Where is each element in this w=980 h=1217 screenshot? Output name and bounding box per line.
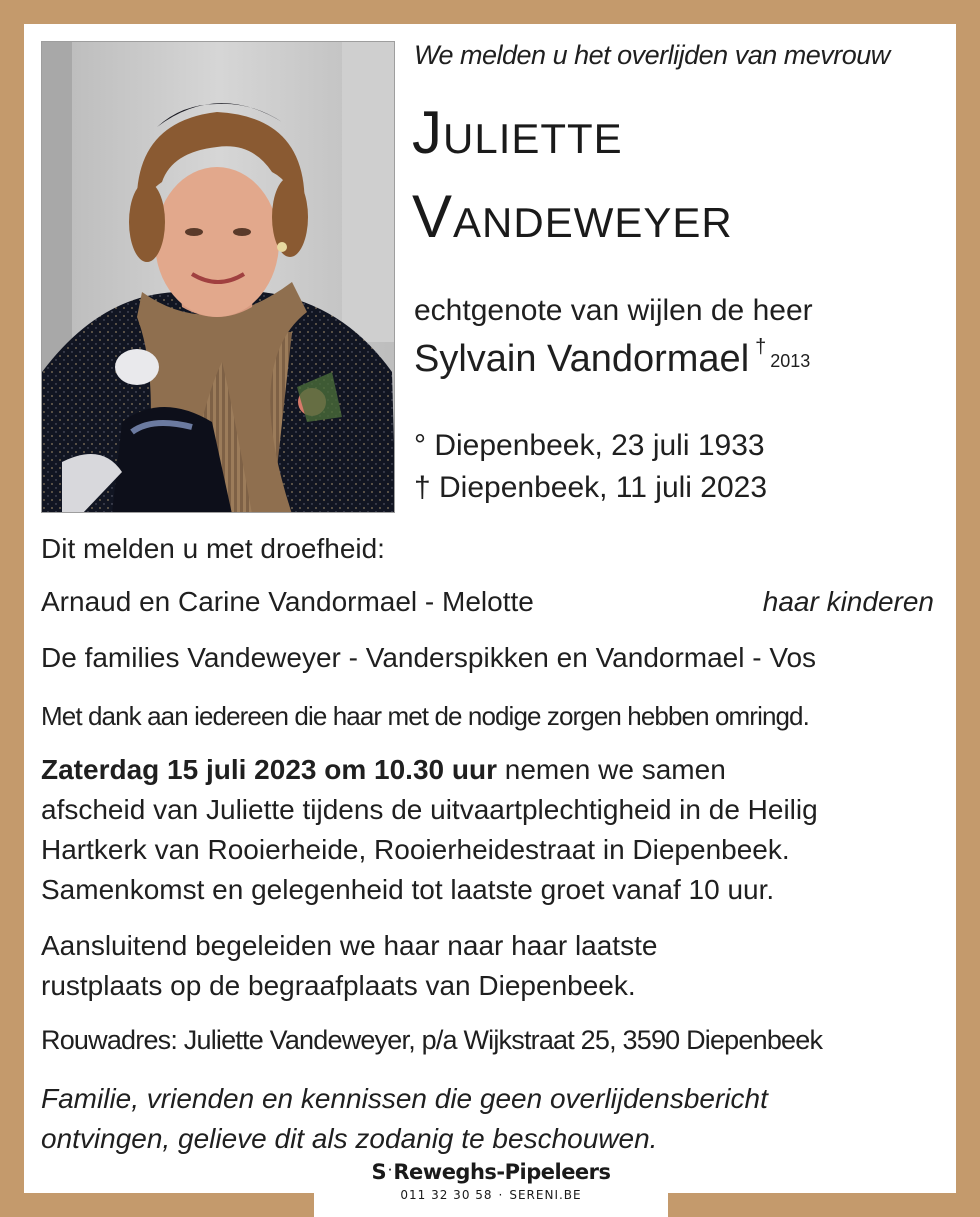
burial-paragraph: [41, 926, 941, 1006]
ceremony-line-3: Hartkerk van Rooierheide, Rooierheidestraat in Diepenbeek.: [41, 834, 790, 865]
children-role: haar kinderen: [762, 586, 934, 617]
bottom-border-right: [668, 1193, 956, 1217]
burial-line-2: rustplaats op de begraafplaats van Diepenbeek.: [41, 970, 636, 1001]
funeral-home-dot: ·: [388, 1165, 392, 1176]
death-line: † Diepenbeek, 11 juli 2023: [414, 471, 768, 504]
mourners-intro: Dit melden u met droefheid:: [41, 533, 385, 564]
ceremony-line-2: afscheid van Juliette tijdens de uitvaartplechtigheid in de Heilig: [41, 794, 818, 825]
portrait-photo: [41, 41, 395, 513]
death-cross-icon: †: [755, 336, 767, 358]
ceremony-date: Zaterdag 15 juli 2023 om 10.30 uur: [41, 754, 497, 785]
ceremony-paragraph: [41, 750, 941, 910]
spouse-death-year: 2013: [770, 351, 811, 371]
contact-separator: ·: [498, 1188, 504, 1202]
notice-line-1: Familie, vrienden en kennissen die geen overlijdensbericht: [41, 1083, 768, 1114]
funeral-home-contact: [314, 1188, 668, 1202]
thanks-line: Met dank aan iedereen die haar met de nodige zorgen hebben omringd.: [41, 701, 809, 731]
portrait-illustration: [42, 42, 395, 513]
funeral-home-name-line: [314, 1160, 668, 1184]
deceased-last-name: Vandeweyer: [412, 183, 733, 250]
ceremony-line-1-rest: nemen we samen: [496, 754, 726, 785]
birth-line: ° Diepenbeek, 23 juli 1933: [414, 429, 765, 462]
funeral-home-name: Reweghs-Pipeleers: [393, 1160, 611, 1184]
children-names: Arnaud en Carine Vandormael - Melotte: [41, 586, 534, 617]
funeral-home-phone: 011 32 30 58: [400, 1188, 493, 1202]
notice-line-2: ontvingen, gelieve dit als zodanig te beschouwen.: [41, 1123, 658, 1154]
families-line: De families Vandeweyer - Vanderspikken en Vandormael - Vos: [41, 642, 817, 673]
spouse-label: echtgenote van wijlen de heer: [414, 294, 813, 327]
funeral-home-mark: S: [371, 1160, 387, 1184]
spouse-name: Sylvain Vandormael: [414, 338, 750, 380]
ceremony-line-1: [41, 750, 941, 790]
deceased-first-name: Juliette: [412, 99, 623, 166]
ceremony-line-4: Samenkomst en gelegenheid tot laatste groet vanaf 10 uur.: [41, 874, 775, 905]
notice-paragraph: [41, 1079, 941, 1159]
mourning-address: Rouwadres: Juliette Vandeweyer, p/a Wijkstraat 25, 3590 Diepenbeek: [41, 1025, 823, 1055]
intro-text: We melden u het overlijden van mevrouw: [414, 40, 890, 70]
spouse-name-line: [414, 336, 810, 381]
funeral-home-website: SERENI.BE: [509, 1188, 582, 1202]
funeral-home-logo: [314, 1160, 668, 1202]
burial-line-1: Aansluitend begeleiden we haar naar haar laatste: [41, 930, 658, 961]
bottom-border-left: [24, 1193, 314, 1217]
